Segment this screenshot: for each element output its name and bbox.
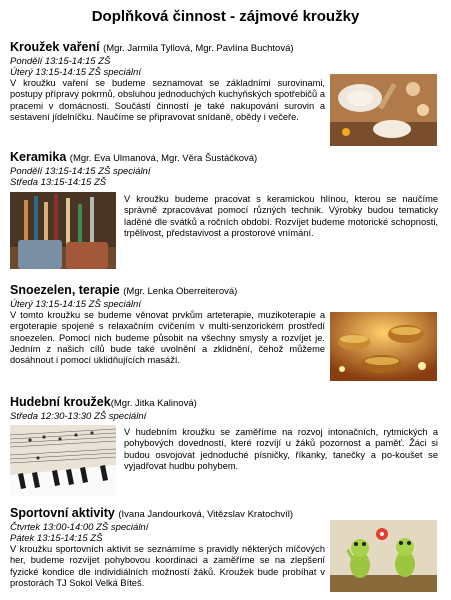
section-title: Sportovní aktivity [10, 506, 115, 520]
frog-figures-photo [330, 520, 437, 592]
section-leaders: (Mgr. Jitka Kalinová) [110, 398, 197, 409]
piano-sheet-music-photo [10, 425, 116, 496]
schedule-line: Čtvrtek 13:00-14:00 ZŠ speciální [10, 522, 149, 533]
section-title: Kroužek vaření [10, 40, 100, 54]
schedule-line: Úterý 13:15-14:15 ZŠ speciální [10, 299, 141, 310]
section-leaders: (Mgr. Jarmila Tyllová, Mgr. Pavlína Buchtová) [103, 43, 294, 54]
section-description: V hudebním kroužku se zaměříme na rozvoj intonačních, rytmických a pohybových dovedností, které rozvíjí u žáků pozornost a paměť. Žáci si budou osvojovat jednoduché písničky, říkanky, tanečky a po-koušet se vyjadřovat hudbu pohybem. [124, 427, 438, 471]
section-leaders: (Ivana Jandourková, Vitězslav Kratochvíl) [118, 509, 293, 520]
page-title: Doplňková činnost - zájmové kroužky [91, 8, 360, 25]
section-description: V kroužku sportovních aktivit se seznámíme s pravidly některých míčových her, budeme rozvíjet pohybovou koordinaci a zaměříme se na zlepšení fyzické kondice dle individiálních možností žáků. Kroužek bude probíhat v prostorách TJ Sokol Velká Bíteš. [10, 544, 325, 588]
schedule-line: Úterý 13:15-14:15 ZŠ speciální [10, 67, 141, 78]
section-title: Snoezelen, terapie [10, 283, 120, 297]
section-title: Hudební kroužek [10, 395, 111, 409]
paint-brushes-photo [10, 192, 116, 269]
section-cooking [10, 40, 294, 78]
section-sports [10, 506, 293, 544]
section-description: V kroužku vaření se budeme seznamovat se základními surovinami, postupy přípravy pokrmů, obsluhou jednoduchých kuchyňských spotřebičů a pracemi v domácnosti. Součástí činností je také nakupování surovin a sestavení jídelníčku. Naučíme se připravovat snídaně, obědy i večeře. [10, 78, 325, 122]
schedule-line: Středa 12:30-13:30 ZŠ speciální [10, 411, 147, 422]
section-title: Keramika [10, 150, 67, 164]
schedule-line: Pondělí 13:15-14:15 ZŠ [10, 56, 111, 67]
section-leaders: (Mgr. Eva Ulmanová, Mgr. Věra Šustáčková) [69, 153, 258, 164]
baking-ingredients-photo [330, 74, 437, 146]
section-description: V kroužku budeme pracovat s keramickou hlínou, kterou se naučíme správně zpracovávat pomocí různých technik. Výrobky budou tematicky laděné dle svátků a ročních období. Rozvíjet budeme motorické schopnosti, trpělivost, představivost a prostorové vnímání. [124, 194, 438, 238]
schedule-line: Pátek 13:15-14:15 ZŠ [10, 533, 103, 544]
section-music [10, 395, 197, 422]
section-ceramics [10, 150, 257, 188]
schedule-line: Pondělí 13:15-14:15 ZŠ speciální [10, 166, 151, 177]
schedule-line: Středa 13:15-14:15 ZŠ [10, 177, 107, 188]
section-snoezelen [10, 283, 237, 310]
singing-bowls-photo [330, 312, 437, 381]
section-leaders: (Mgr. Lenka Oberreiterová) [123, 286, 238, 297]
section-description: V tomto kroužku se budeme věnovat prvkům arteterapie, muzikoterapie a ergoterapie spojené s relaxačním cvičením v multi-senzorickém prostředí snoezelen. Pomocí nich budeme působit na všechny smysly a rozvíjet je. Jedním z našich cílů bude také uvolnění a zklidnění, čehož můžeme dosáhnout i pomocí uklidňujících masáží. [10, 310, 325, 366]
